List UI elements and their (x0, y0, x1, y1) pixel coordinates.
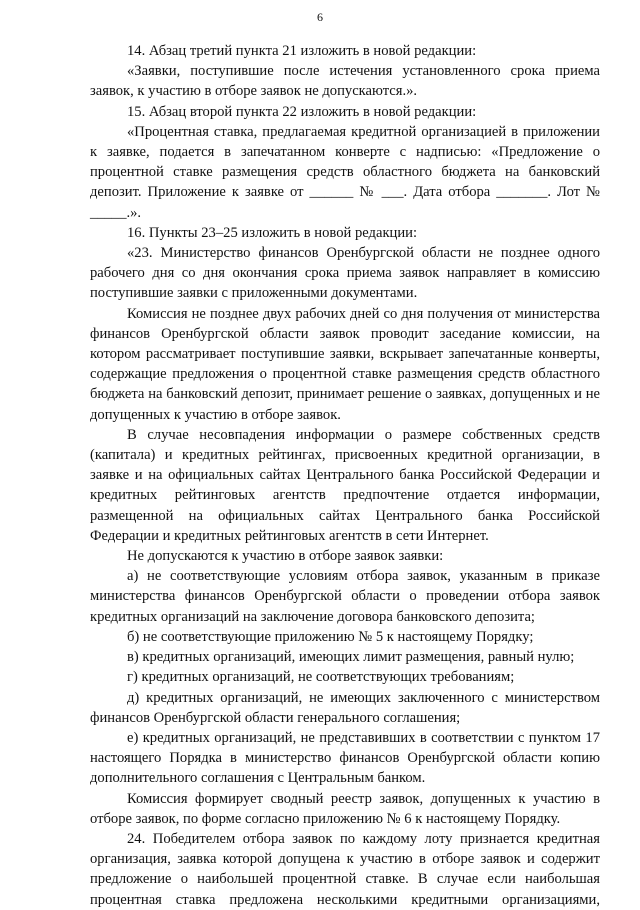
paragraph: Не допускаются к участию в отборе заявок заявки: (127, 548, 444, 565)
paragraph: «Процентная ставка, предлагаемая кредитной организацией в приложении к заявке, подается в запечатанном конверте с надписью: «Предложение о процентной ставке размещения средств областного бюджета на банковский депозит. Приложение к заявке от ______ № ___. Дата отбора _______. Лот № _____.». (90, 123, 600, 221)
paragraph: г) кредитных организаций, не соответствующих требованиям; (127, 669, 515, 686)
paragraph: а) не соответствующие условиям отбора заявок, указанным в приказе министерства финансов Оренбургской области о проведении отбора заявок кредитных организаций на заключение договора банковского депозита; (90, 568, 600, 625)
paragraph: е) кредитных организаций, не представивших в соответствии с пунктом 17 настоящего Порядка в министерство финансов Оренбургской области копию дополнительного соглашения с Центральным банком. (90, 729, 600, 787)
paragraph: б) не соответствующие приложению № 5 к настоящему Порядку; (127, 628, 534, 645)
paragraph: Комиссия формирует сводный реестр заявок, допущенных к участию в отборе заявок, по форме согласно приложению № 6 к настоящему Порядку. (90, 790, 600, 827)
paragraph: «Заявки, поступившие после истечения установленного срока приема заявок, к участию в отборе заявок не допускаются.». (90, 63, 600, 100)
paragraph: 14. Абзац третий пункта 21 изложить в новой редакции: (127, 43, 477, 59)
paragraph: «23. Министерство финансов Оренбургской области не позднее одного рабочего дня со дня окончания срока приема заявок направляет в комиссию поступившие заявки с приложенными документами. (90, 245, 600, 302)
paragraph: Комиссия не позднее двух рабочих дней со дня получения от министерства финансов Оренбургской области заявок проводит заседание комиссии, на котором рассматривает поступившие заявки, вскрывает запечатанные конверты, содержащие предложения о процентной ставке размещения средств областного бюджета на банковский депозит, принимает решение о заявках, допущенных и не допущенных к участию в отборе заявок. (90, 305, 600, 423)
paragraph: д) кредитных организаций, не имеющих заключенного с министерством финансов Оренбургской области генерального соглашения; (90, 689, 600, 726)
paragraph: 16. Пункты 23–25 изложить в новой редакции: (127, 224, 418, 241)
paragraph: 24. Победителем отбора заявок по каждому лоту признается кредитная организация, заявка которой допущена к участию в отборе заявок и содержит предложение о наибольшей процентной ставке. В случае если наибольшая процентная ставка предложена несколькими кредитными организациями, (90, 830, 600, 908)
page-number: 6 (317, 10, 323, 24)
paragraph: В случае несовпадения информации о размере собственных средств (капитала) и кредитных рейтингах, присвоенных кредитной организации, в заявке и на официальных сайтах Центрального банка Российской Федерации и кредитных рейтинговых агентств предпочтение отдается информации, размещенной на официальных сайтах Центрального банка Российской Федерации и кредитных рейтинговых агентств в сети Интернет. (90, 426, 600, 544)
paragraph: в) кредитных организаций, имеющих лимит размещения, равный нулю; (127, 649, 575, 666)
paragraph: 15. Абзац второй пункта 22 изложить в новой редакции: (127, 103, 477, 120)
document-body (90, 41, 600, 910)
